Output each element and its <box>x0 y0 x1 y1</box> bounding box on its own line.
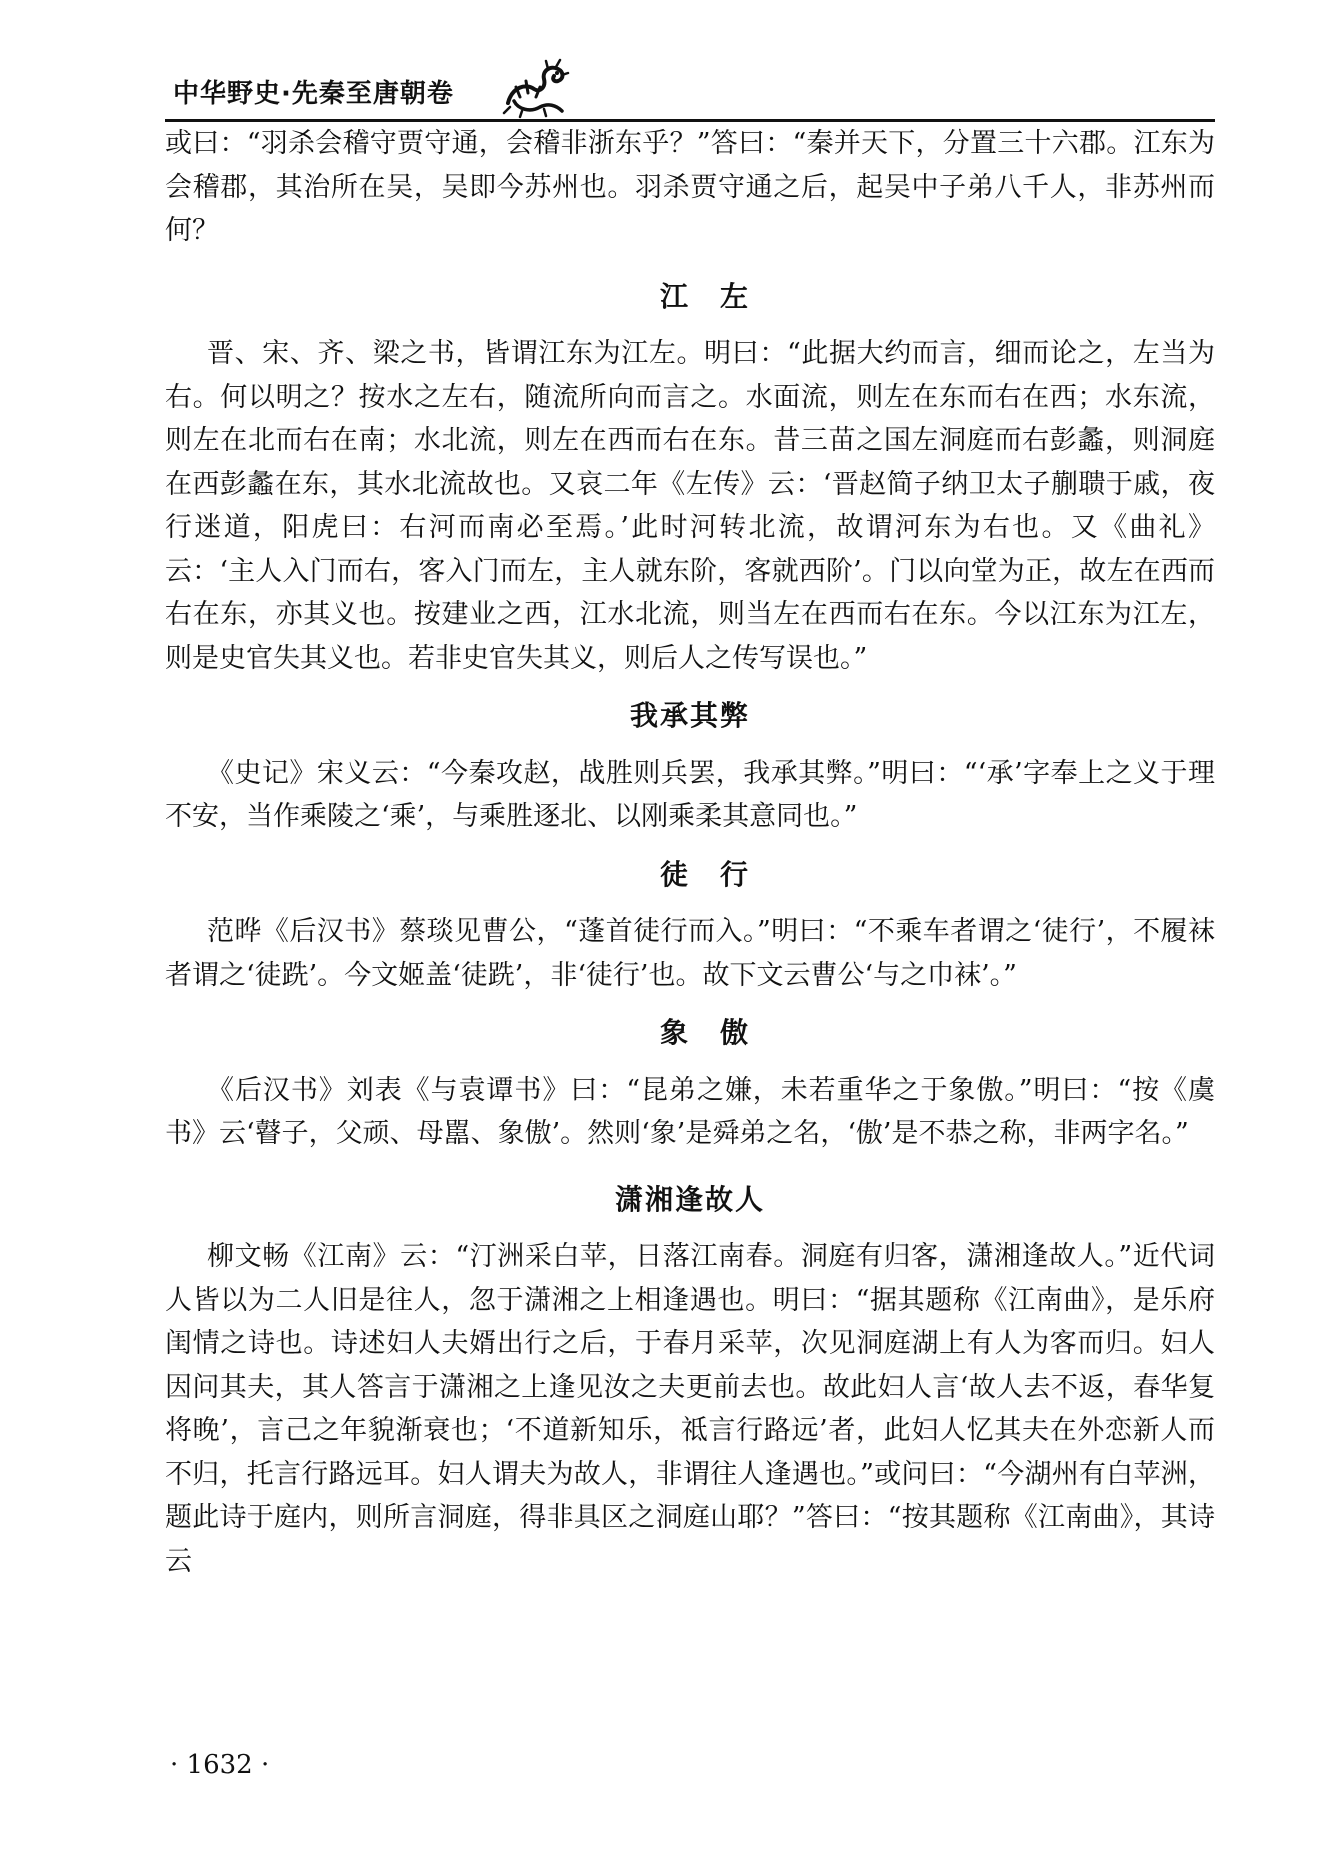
book-title: 中华野史·先秦至唐朝卷 <box>173 79 454 109</box>
paragraph: 《史记》宋义云：“今秦攻赵，战胜则兵罢，我承其弊。”明曰：“‘承’字奉上之义于理不安，当作乘陵之‘乘’，与乘胜逐北、以刚乘柔其意同也。” <box>165 757 1215 832</box>
section-title: 徒 行 <box>659 857 750 891</box>
paragraph: 《后汉书》刘表《与袁谭书》曰：“昆弟之嫌，未若重华之于象傲。”明曰：“按《虞书》云‘瞽子，父顽、母嚚、象傲’。然则‘象’是舜弟之名，‘傲’是不恭之称，非两字名。” <box>165 1074 1215 1149</box>
section-title: 象 傲 <box>659 1016 750 1049</box>
section-title: 我承其弊 <box>629 699 750 732</box>
section-title: 潇湘逢故人 <box>614 1182 765 1216</box>
section-title: 江 左 <box>659 279 750 313</box>
running-header <box>165 55 1215 121</box>
dragon-emblem-icon <box>500 57 570 119</box>
page-body <box>165 122 1215 1583</box>
page-number: · 1632 · <box>170 1750 270 1780</box>
paragraph: 范晔《后汉书》蔡琰见曹公，“蓬首徒行而入。”明曰：“不乘车者谓之‘徒行’，不履袜者谓之‘徒跣’。今文姬盖‘徒跣’，非‘徒行’也。故下文云曹公‘与之巾袜’。” <box>165 916 1215 991</box>
paragraph: 晋、宋、齐、梁之书，皆谓江东为江左。明曰：“此据大约而言，细而论之，左当为右。何以明之？按水之左右，随流所向而言之。水面流，则左在东而右在西；水东流，则左在北而右在南；水北流，则左在西而右在东。昔三苗之国左洞庭而右彭蠡，则洞庭在西彭蠡在东，其水北流故也。又哀二年《左传》云：‘晋赵简子纳卫太子蒯聩于戚，夜行迷道，阳虎曰：右河而南必至焉。’此时河转北流，故谓河东为右也。又《曲礼》云：‘主人入门而右，客入门而左，主人就东阶，客就西阶’。门以向堂为正，故左在西而右在东，亦其义也。按建业之西，江水北流，则当左在西而右在东。今以江东为江左，则是史官失其义也。若非史官失其义，则后人之传写误也。” <box>165 338 1215 674</box>
paragraph: 或曰：“羽杀会稽守贾守通，会稽非浙东乎？”答曰：“秦并天下，分置三十六郡。江东为会稽郡，其治所在吴，吴即今苏州也。羽杀贾守通之后，起吴中子弟八千人，非苏州而何？ <box>165 128 1215 246</box>
paragraph: 柳文畅《江南》云：“汀洲采白苹，日落江南春。洞庭有归客，潇湘逢故人。”近代词人皆以为二人旧是往人，忽于潇湘之上相逢遇也。明曰：“据其题称《江南曲》，是乐府闺情之诗也。诗述妇人夫婿出行之后，于春月采苹，次见洞庭湖上有人为客而归。妇人因问其夫，其人答言于潇湘之上逢见汝之夫更前去也。故此妇人言‘故人去不返，春华复将晚’，言己之年貌渐衰也；‘不道新知乐，祗言行路远’者，此妇人忆其夫在外恋新人而不归，托言行路远耳。妇人谓夫为故人，非谓往人逢遇也。”或问曰：“今湖州有白苹洲，题此诗于庭内，则所言洞庭，得非具区之洞庭山耶？”答曰：“按其题称《江南曲》，其诗云 <box>165 1241 1215 1577</box>
